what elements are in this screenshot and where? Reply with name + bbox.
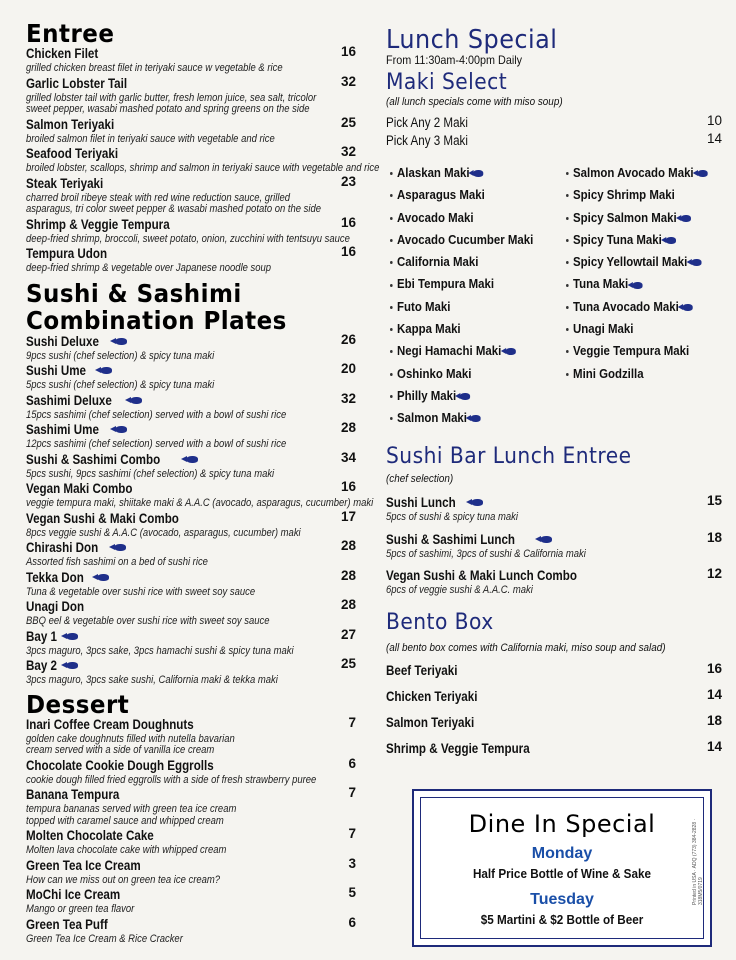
bento-item — [386, 662, 722, 680]
printer-credit: Printed in USA · ADQ (773) 384-2828 · 318M5/0719 — [692, 818, 704, 905]
bullet-icon — [566, 239, 569, 242]
maki-item — [390, 184, 533, 206]
menu-item-description: BBQ eel & vegetable over sushi rice with sweet soy sauce — [26, 615, 270, 627]
maki-item — [390, 273, 533, 295]
maki-name: Unagi Maki — [573, 321, 634, 337]
menu-item-name: Sushi Ume — [26, 363, 87, 378]
bullet-icon — [566, 284, 569, 287]
menu-item-name: Green Tea Puff — [26, 916, 108, 932]
pick-item — [386, 132, 722, 150]
bullet-icon — [390, 350, 393, 353]
bullet-icon — [390, 328, 393, 331]
menu-item-price: 32 — [340, 390, 356, 406]
menu-item — [26, 716, 356, 757]
maki-item — [390, 229, 533, 251]
menu-item-name: Sushi Deluxe — [26, 333, 99, 349]
maki-list-right — [566, 162, 727, 385]
maki-item — [390, 385, 533, 407]
menu-item-description: cream served with a side of vanilla ice cream — [26, 744, 215, 756]
fish-icon — [473, 170, 484, 177]
menu-item — [26, 539, 356, 569]
maki-name: Salmon Maki — [397, 410, 467, 426]
maki-name: Ebi Tempura Maki — [397, 276, 495, 292]
bento-item — [386, 688, 722, 706]
menu-item-price: 7 — [348, 785, 356, 800]
menu-item-price: 7 — [348, 714, 356, 730]
menu-item-name: Garlic Lobster Tail — [26, 75, 128, 91]
menu-item — [26, 510, 356, 540]
bullet-icon — [390, 284, 393, 287]
sushibar-item — [386, 494, 722, 524]
menu-item — [26, 45, 356, 75]
bento-item — [386, 714, 722, 732]
bullet-icon — [566, 194, 569, 197]
sushibar-note: (chef selection) — [386, 473, 454, 485]
bullet-icon — [390, 172, 393, 175]
menu-item-price: 17 — [340, 508, 356, 524]
bento-item-name: Chicken Teriyaki — [386, 688, 478, 704]
maki-select-title: Maki Select — [386, 70, 508, 95]
sushibar-item-name: Sushi & Sashimi Lunch — [386, 531, 516, 547]
maki-name: Veggie Tempura Maki — [573, 343, 690, 359]
maki-name: Tuna Maki — [573, 276, 629, 292]
combo-title-line1: Sushi & Sashimi — [26, 278, 242, 308]
menu-item-name: Tempura Udon — [26, 246, 108, 261]
combo-list — [26, 331, 374, 687]
maki-name: Tuna Avocado Maki — [573, 298, 679, 314]
maki-name: Kappa Maki — [397, 321, 461, 337]
menu-item-name: Steak Teriyaki — [26, 175, 104, 191]
menu-item-price: 28 — [340, 538, 356, 553]
menu-item-name: Green Tea Ice Cream — [26, 857, 141, 873]
dine-in-inner-frame — [420, 797, 704, 939]
fish-icon — [697, 170, 708, 177]
dine-in-offer-tuesday: $5 Martini & $2 Bottle of Beer — [480, 912, 644, 927]
menu-item-description: golden cake doughnuts filled with nutella bavarian — [26, 732, 235, 745]
fish-icon — [66, 633, 78, 640]
lunch-title: Lunch Special — [386, 25, 558, 55]
bento-item-name: Beef Teriyaki — [386, 662, 458, 678]
menu-item — [26, 362, 356, 392]
pick-name: Pick Any 2 Maki — [386, 115, 468, 130]
menu-item-price: 27 — [340, 626, 356, 642]
menu-item — [26, 392, 356, 422]
right-column — [386, 26, 722, 766]
menu-item — [26, 175, 356, 216]
fish-icon — [66, 662, 78, 669]
fish-icon — [682, 304, 693, 311]
maki-item — [566, 340, 708, 362]
menu-item — [26, 75, 356, 116]
maki-note: (all lunch specials come with miso soup) — [386, 96, 563, 108]
menu-item-description: deep-fried shrimp, broccoli, sweet potato, onion, zucchini with tentsuyu sauce — [26, 232, 350, 245]
menu-item-description: grilled chicken breast filet in teriyaki sauce w vegetable & rice — [26, 62, 283, 74]
menu-item-description: broiled salmon filet in teriyaki sauce with vegetable and rice — [26, 132, 275, 145]
dessert-title: Dessert — [26, 689, 130, 719]
menu-item-name: Chirashi Don — [26, 540, 99, 555]
menu-item-description: grilled lobster tail with garlic butter, fresh lemon juice, sea salt, tricolor — [26, 91, 317, 104]
bullet-icon — [390, 239, 393, 242]
left-column — [26, 19, 380, 945]
menu-item-description: Assorted fish sashimi on a bed of sushi rice — [26, 556, 208, 568]
menu-item-price: 26 — [340, 331, 356, 347]
bento-item-name: Shrimp & Veggie Tempura — [386, 740, 530, 756]
bento-item-price: 14 — [706, 738, 722, 754]
fish-icon — [540, 536, 552, 543]
fish-icon — [114, 544, 126, 551]
maki-item — [390, 296, 533, 318]
menu-item-price: 5 — [348, 885, 356, 900]
menu-item-price: 28 — [340, 567, 356, 583]
maki-name: Mini Godzilla — [573, 365, 644, 381]
maki-item — [566, 251, 708, 273]
menu-item — [26, 116, 356, 146]
menu-item-price: 32 — [340, 73, 356, 89]
bento-list — [386, 662, 722, 758]
menu-item-name: Tekka Don — [26, 569, 84, 585]
menu-item-name: Unagi Don — [26, 599, 85, 614]
menu-item-price: 6 — [348, 755, 356, 771]
menu-item-description: 15pcs sashimi (chef selection) served with a bowl of sushi rice — [26, 408, 287, 421]
sushibar-item — [386, 531, 722, 561]
menu-item — [26, 886, 356, 916]
sushibar-item-price: 15 — [706, 493, 722, 508]
maki-item — [566, 207, 708, 229]
menu-item-price: 32 — [340, 144, 356, 159]
menu-item-price: 25 — [340, 656, 356, 671]
menu-item — [26, 479, 374, 510]
menu-item-price: 16 — [340, 214, 356, 230]
menu-item — [26, 421, 356, 451]
fish-icon — [115, 338, 127, 345]
sushibar-item-price: 18 — [706, 529, 722, 545]
menu-item — [26, 827, 356, 857]
maki-item — [390, 340, 533, 362]
menu-item-description: cookie dough filled fried eggrolls with a side of fresh strawberry puree — [26, 773, 317, 786]
maki-item — [390, 407, 533, 429]
maki-item — [390, 162, 533, 184]
menu-item-name: MoChi Ice Cream — [26, 887, 121, 902]
fish-icon — [115, 426, 127, 433]
bento-title: Bento Box — [386, 609, 494, 635]
maki-item — [566, 162, 708, 184]
maki-name: Spicy Tuna Maki — [573, 231, 662, 247]
bullet-icon — [390, 194, 393, 197]
bullet-icon — [390, 217, 393, 220]
menu-item-description: broiled lobster, scallops, shrimp and salmon in teriyaki sauce with vegetable and rice — [26, 162, 380, 174]
menu-item — [26, 451, 356, 481]
fish-icon — [460, 393, 471, 400]
entree-list — [26, 44, 380, 275]
sushibar-item-description: 5pcs of sushi & spicy tuna maki — [386, 511, 518, 523]
maki-item — [566, 229, 708, 251]
sushibar-item — [386, 567, 722, 597]
maki-name: Salmon Avocado Maki — [573, 165, 694, 180]
maki-item — [566, 318, 708, 340]
maki-item — [566, 296, 708, 318]
menu-item-description: tempura bananas served with green tea ice cream — [26, 803, 237, 815]
bullet-icon — [390, 417, 393, 420]
fish-icon — [691, 259, 702, 266]
menu-item-description: veggie tempura maki, shiitake maki & A.A.C (avocado, asparagus, cucumber) maki — [26, 497, 374, 509]
bento-item-name: Salmon Teriyaki — [386, 714, 475, 730]
menu-item-name: Shrimp & Veggie Tempura — [26, 216, 170, 232]
fish-icon — [471, 499, 483, 506]
dine-in-day-monday: Monday — [531, 845, 593, 862]
menu-item-description: asparagus, tri color sweet pepper & wasabi mashed potato on the side — [26, 203, 322, 215]
maki-name: Negi Hamachi Maki — [397, 343, 502, 359]
menu-item — [26, 657, 356, 687]
maki-name: Spicy Yellowtail Maki — [573, 254, 688, 270]
bullet-icon — [390, 306, 393, 309]
fish-icon — [665, 237, 676, 244]
dine-in-title: Dine In Special — [468, 810, 656, 838]
menu-item-name: Sashimi Ume — [26, 422, 99, 437]
maki-item — [566, 184, 708, 206]
pick-item — [386, 114, 722, 132]
menu-item-description: 9pcs sushi (chef selection) & spicy tuna maki — [26, 349, 215, 362]
menu-item-name: Inari Coffee Cream Doughnuts — [26, 716, 194, 732]
maki-list — [386, 162, 722, 432]
menu-item-description: 5pcs sushi, 9pcs sashimi (chef selection) & spicy tuna maki — [26, 467, 275, 480]
menu-item — [26, 857, 356, 887]
sushibar-item-description: 6pcs of veggie sushi & A.A.C. maki — [386, 584, 533, 596]
bullet-icon — [390, 261, 393, 264]
maki-item — [390, 207, 533, 229]
bullet-icon — [390, 373, 393, 376]
bento-item-price: 18 — [706, 712, 722, 728]
dine-in-day-tuesday: Tuesday — [530, 891, 594, 908]
pick-price: 14 — [706, 131, 722, 146]
fish-icon — [130, 397, 142, 404]
menu-item — [26, 245, 356, 275]
menu-item-description: 8pcs veggie sushi & A.A.C (avocado, asparagus, cucumber) maki — [26, 526, 301, 539]
maki-list-left — [390, 162, 553, 430]
fish-icon — [632, 282, 643, 289]
fish-icon — [100, 367, 112, 374]
maki-name: Avocado Maki — [397, 209, 474, 225]
menu-item-description: How can we miss out on green tea ice cream? — [26, 873, 221, 886]
entree-title: Entree — [26, 19, 115, 48]
menu-item-price: 6 — [348, 914, 356, 930]
maki-name: Asparagus Maki — [397, 187, 485, 203]
maki-item — [390, 363, 533, 385]
menu-item-name: Chocolate Cookie Dough Eggrolls — [26, 757, 214, 773]
bullet-icon — [566, 172, 569, 175]
menu-item-name: Seafood Teriyaki — [26, 146, 119, 161]
fish-icon — [680, 215, 691, 222]
menu-item-description: 5pcs sushi (chef selection) & spicy tuna maki — [26, 379, 215, 391]
menu-item — [26, 333, 356, 363]
bullet-icon — [566, 328, 569, 331]
bullet-icon — [390, 395, 393, 398]
bento-item-price: 16 — [706, 660, 722, 676]
menu-item-price: 16 — [340, 244, 356, 259]
combo-title-line2: Combination Plates — [26, 305, 287, 335]
menu-item-description: Green Tea Ice Cream & Rice Cracker — [26, 932, 183, 945]
menu-item — [26, 598, 356, 628]
menu-item-price: 7 — [348, 826, 356, 841]
menu-item — [26, 757, 356, 787]
fish-icon — [186, 456, 198, 463]
menu-item-description: topped with caramel sauce and whipped cream — [26, 814, 224, 827]
bullet-icon — [566, 261, 569, 264]
bento-item-price: 14 — [706, 686, 722, 702]
menu-item-name: Chicken Filet — [26, 46, 99, 61]
fish-icon — [505, 348, 516, 355]
dine-in-special-box — [412, 789, 712, 947]
menu-item-description: Molten lava chocolate cake with whipped cream — [26, 844, 227, 856]
menu-item-price: 16 — [340, 44, 356, 59]
menu-item-price: 23 — [340, 173, 356, 189]
dine-in-offer-monday: Half Price Bottle of Wine & Sake — [472, 866, 652, 881]
bullet-icon — [566, 373, 569, 376]
maki-name: Spicy Salmon Maki — [573, 209, 677, 225]
menu-item-price: 28 — [340, 597, 356, 612]
maki-item — [566, 273, 708, 295]
maki-item — [390, 318, 533, 340]
maki-name: Spicy Shrimp Maki — [573, 187, 675, 203]
fish-icon — [470, 415, 481, 422]
menu-item — [26, 216, 356, 246]
sushibar-item-name: Sushi Lunch — [386, 495, 456, 510]
menu-item-name: Banana Tempura — [26, 787, 120, 802]
menu-item-name: Sashimi Deluxe — [26, 392, 112, 408]
fish-icon — [97, 574, 109, 581]
lunch-hours: From 11:30am-4:00pm Daily — [386, 53, 523, 67]
maki-name: Oshinko Maki — [397, 365, 472, 381]
maki-name: Avocado Cucumber Maki — [397, 231, 534, 247]
menu-item — [26, 569, 356, 599]
bento-item — [386, 740, 722, 758]
dessert-list — [26, 716, 356, 946]
menu-item-description: Mango or green tea flavor — [26, 903, 135, 915]
menu-item-name: Vegan Maki Combo — [26, 481, 133, 496]
menu-item-name: Sushi & Sashimi Combo — [26, 451, 161, 467]
maki-name: Futo Maki — [397, 298, 451, 314]
menu-item-description: 3pcs maguro, 3pcs sake sushi, California maki & tekka maki — [26, 674, 278, 686]
menu-item-price: 16 — [340, 479, 356, 494]
maki-name: California Maki — [397, 254, 479, 270]
menu-item-price: 25 — [340, 114, 356, 130]
bullet-icon — [566, 306, 569, 309]
maki-name: Alaskan Maki — [397, 165, 470, 180]
menu-item-name: Salmon Teriyaki — [26, 116, 115, 132]
sushibar-title: Sushi Bar Lunch Entree — [386, 444, 632, 469]
pick-price: 10 — [706, 113, 722, 128]
sushibar-item-price: 12 — [706, 566, 722, 581]
maki-item — [566, 363, 708, 385]
menu-item-name: Bay 1 — [26, 628, 57, 644]
menu-item — [26, 916, 356, 946]
maki-name: Philly Maki — [397, 387, 457, 403]
pick-list — [386, 114, 722, 150]
bullet-icon — [566, 217, 569, 220]
menu-item-price: 28 — [340, 420, 356, 435]
bento-note: (all bento box comes with California maki, miso soup and salad) — [386, 641, 666, 654]
sushibar-item-name: Vegan Sushi & Maki Lunch Combo — [386, 568, 577, 583]
menu-item-description: 3pcs maguro, 3pcs sake, 3pcs hamachi sushi & spicy tuna maki — [26, 644, 294, 657]
menu-item — [26, 144, 380, 175]
menu-item-description: deep-fried shrimp & vegetable over Japanese noodle soup — [26, 262, 272, 274]
menu-item-description: charred broil ribeye steak with red wine reduction sauce, grilled — [26, 191, 290, 204]
bullet-icon — [566, 350, 569, 353]
menu-item-name: Vegan Sushi & Maki Combo — [26, 510, 179, 526]
menu-item-description: sweet pepper, wasabi mashed potato and spring greens on the side — [26, 103, 310, 115]
menu-item — [26, 628, 356, 658]
menu-item-price: 20 — [340, 361, 356, 376]
menu-item-name: Molten Chocolate Cake — [26, 828, 154, 843]
menu-item-description: 12pcs sashimi (chef selection) served with a bowl of sushi rice — [26, 438, 287, 450]
menu-item-price: 34 — [340, 449, 356, 465]
menu-item-description: Tuna & vegetable over sushi rice with sweet soy sauce — [26, 585, 256, 598]
menu-item-name: Bay 2 — [26, 658, 57, 673]
sushibar-list — [386, 494, 722, 597]
menu-item-price: 3 — [348, 855, 356, 871]
menu-item — [26, 786, 356, 827]
maki-item — [390, 251, 533, 273]
pick-name: Pick Any 3 Maki — [386, 133, 468, 148]
sushibar-item-description: 5pcs of sashimi, 3pcs of sushi & California maki — [386, 547, 586, 560]
